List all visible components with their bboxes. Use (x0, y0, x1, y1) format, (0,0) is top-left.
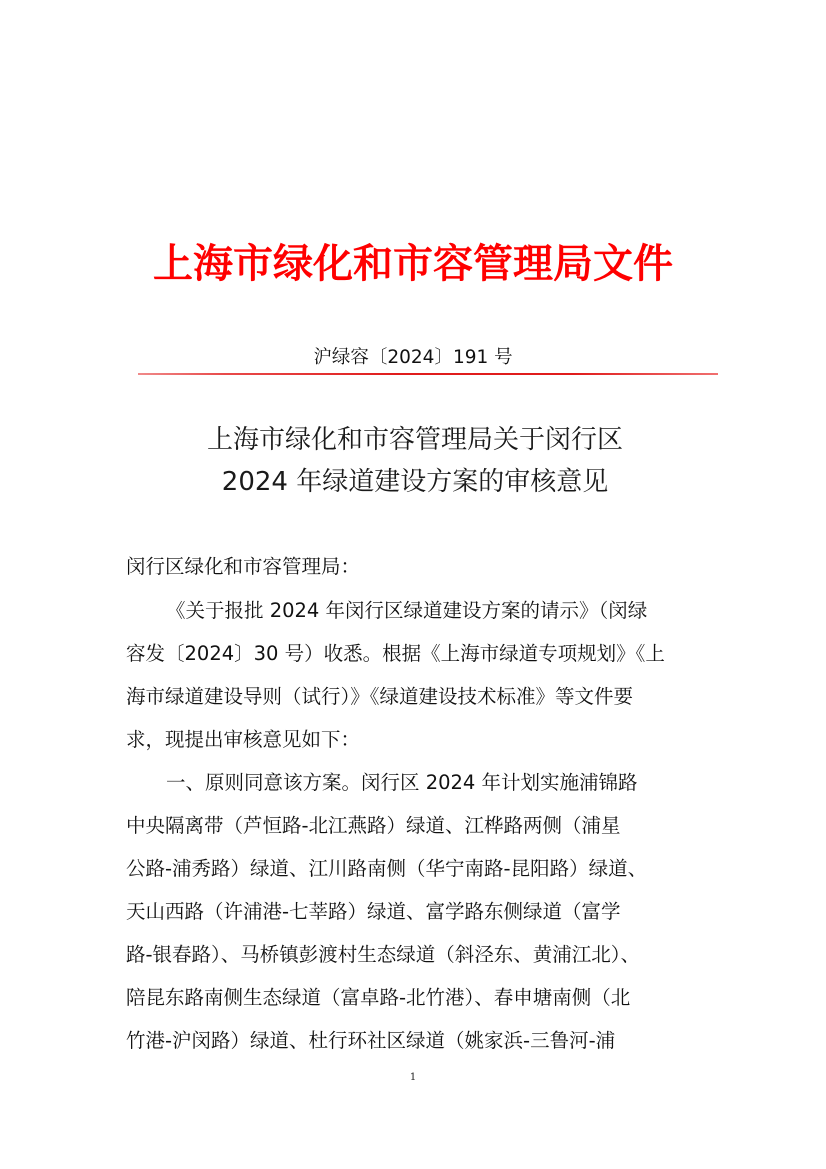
body-line: 求，现提出审核意见如下： (126, 728, 361, 751)
body-line: 海市绿道建设导则（试行）》《绿道建设技术标准》等文件要 (126, 685, 634, 708)
body-line: 容发〔2024〕30 号）收悉。根据《上海市绿道专项规划》《上 (126, 642, 665, 665)
body-line: 公路-浦秀路）绿道、江川路南侧（华宁南路-昆阳路）绿道、 (126, 857, 648, 880)
body-line: 中央隔离带（芦恒路-北江燕路）绿道、江桦路两侧（浦星 (126, 814, 621, 837)
issuer-red-header: 上海市绿化和市容管理局文件 (153, 241, 673, 287)
red-separator-line (138, 373, 718, 375)
document-number (0, 344, 826, 372)
document-title-line-1: 上海市绿化和市容管理局关于闵行区 (206, 425, 623, 455)
document-title-line-2: 2024 年绿道建设方案的审核意见 (221, 467, 609, 497)
body-line: 一、原则同意该方案。闵行区 2024 年计划实施浦锦路 (166, 771, 638, 794)
body-line: 陪昆东路南侧生态绿道（富卓路-北竹港）、春申塘南侧（北 (126, 986, 631, 1009)
body-line: 《关于报批 2024 年闵行区绿道建设方案的请示》（闵绿 (166, 599, 648, 622)
body-line: 天山西路（许浦港-七莘路）绿道、富学路东侧绿道（富学 (126, 900, 621, 923)
body-line: 路-银春路）、马桥镇彭渡村生态绿道（斜泾东、黄浦江北）、 (126, 943, 641, 966)
body-line: 竹港-沪闵路）绿道、杜行环社区绿道（姚家浜-三鲁河-浦 (126, 1029, 616, 1052)
page-number: 1 (409, 1072, 417, 1083)
document-number-text: 沪绿容〔2024〕191 号 (313, 347, 513, 368)
addressee: 闵行区绿化和市容管理局： (126, 555, 361, 578)
